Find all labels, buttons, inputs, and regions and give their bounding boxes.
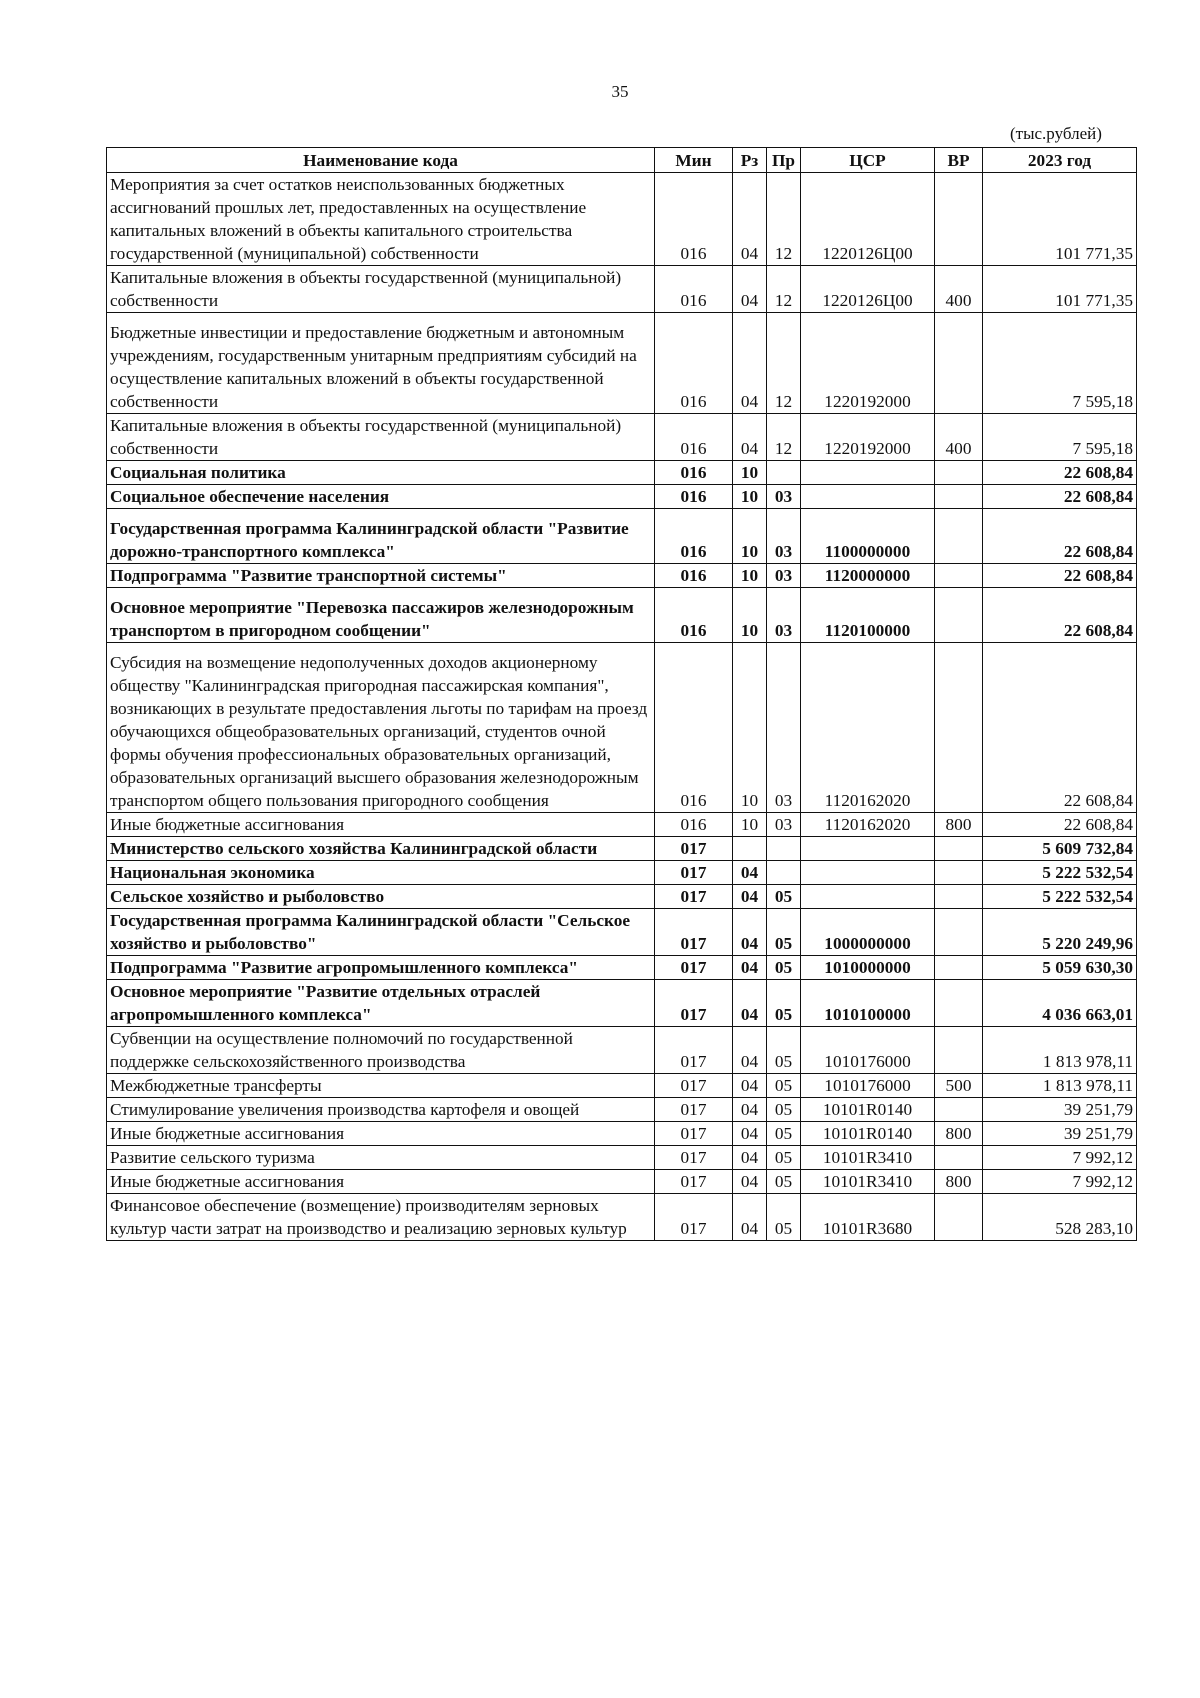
cell-name: Национальная экономика	[107, 861, 655, 885]
table-row	[107, 909, 1137, 956]
cell-csr	[801, 461, 935, 485]
cell-vr: 800	[935, 1122, 983, 1146]
cell-amount: 101 771,35	[983, 173, 1137, 266]
cell-amount: 22 608,84	[983, 564, 1137, 588]
cell-pr: 03	[767, 485, 801, 509]
cell-csr: 1010000000	[801, 956, 935, 980]
cell-vr	[935, 461, 983, 485]
cell-min: 016	[655, 173, 733, 266]
cell-csr: 1010176000	[801, 1074, 935, 1098]
cell-rz: 10	[733, 813, 767, 837]
table-row	[107, 643, 1137, 813]
table-row	[107, 1098, 1137, 1122]
cell-vr	[935, 980, 983, 1027]
cell-pr: 12	[767, 173, 801, 266]
cell-csr: 10101R3680	[801, 1194, 935, 1241]
table-row	[107, 1122, 1137, 1146]
cell-min: 017	[655, 837, 733, 861]
cell-rz: 04	[733, 266, 767, 313]
table-row	[107, 861, 1137, 885]
cell-csr: 1010100000	[801, 980, 935, 1027]
cell-vr	[935, 1027, 983, 1074]
cell-pr: 05	[767, 1170, 801, 1194]
cell-amount: 101 771,35	[983, 266, 1137, 313]
table-row	[107, 509, 1137, 564]
cell-amount: 39 251,79	[983, 1098, 1137, 1122]
cell-amount: 22 608,84	[983, 588, 1137, 643]
page-number: 35	[611, 82, 629, 101]
cell-pr: 03	[767, 564, 801, 588]
cell-amount: 5 059 630,30	[983, 956, 1137, 980]
cell-amount: 7 595,18	[983, 313, 1137, 414]
table-row	[107, 837, 1137, 861]
cell-amount: 1 813 978,11	[983, 1027, 1137, 1074]
cell-pr	[767, 837, 801, 861]
cell-pr: 03	[767, 509, 801, 564]
cell-rz: 10	[733, 461, 767, 485]
cell-min: 017	[655, 1146, 733, 1170]
cell-amount: 22 608,84	[983, 813, 1137, 837]
cell-pr	[767, 861, 801, 885]
cell-rz: 04	[733, 885, 767, 909]
table-row	[107, 1194, 1137, 1241]
cell-name: Иные бюджетные ассигнования	[107, 813, 655, 837]
table-header-row	[107, 148, 1137, 173]
table-body	[107, 173, 1137, 1241]
cell-vr	[935, 885, 983, 909]
cell-rz: 04	[733, 861, 767, 885]
cell-name: Субсидия на возмещение недополученных доходов акционерному обществу "Калининградская пригородная пассажирская компания", возникающих в результате предоставления льготы по тарифам на проезд обучающихся общеобразовательных организаций, студентов очной формы обучения профессиональных образовательных организаций, образовательных организаций высшего образования железнодорожным транспортом общего пользования пригородного сообщения	[107, 643, 655, 813]
cell-name: Бюджетные инвестиции и предоставление бюджетным и автономным учреждениям, государственным унитарным предприятиям субсидий на осуществление капитальных вложений в объекты государственной собственности	[107, 313, 655, 414]
cell-vr	[935, 509, 983, 564]
cell-pr: 05	[767, 909, 801, 956]
cell-rz: 10	[733, 588, 767, 643]
cell-pr: 05	[767, 956, 801, 980]
cell-name: Государственная программа Калининградской области "Сельское хозяйство и рыболовство"	[107, 909, 655, 956]
cell-rz: 04	[733, 909, 767, 956]
cell-name: Капитальные вложения в объекты государственной (муниципальной) собственности	[107, 266, 655, 313]
table-row	[107, 813, 1137, 837]
cell-min: 016	[655, 564, 733, 588]
cell-name: Иные бюджетные ассигнования	[107, 1122, 655, 1146]
cell-pr: 05	[767, 1122, 801, 1146]
cell-rz: 04	[733, 956, 767, 980]
cell-rz: 04	[733, 1170, 767, 1194]
cell-min: 017	[655, 980, 733, 1027]
cell-amount: 5 609 732,84	[983, 837, 1137, 861]
table-row	[107, 1170, 1137, 1194]
cell-csr: 1220126Ц00	[801, 173, 935, 266]
cell-amount: 528 283,10	[983, 1194, 1137, 1241]
cell-vr: 800	[935, 1170, 983, 1194]
cell-name: Подпрограмма "Развитие транспортной системы"	[107, 564, 655, 588]
cell-vr	[935, 956, 983, 980]
cell-csr: 1000000000	[801, 909, 935, 956]
cell-min: 017	[655, 909, 733, 956]
cell-name: Субвенции на осуществление полномочий по государственной поддержке сельскохозяйственного производства	[107, 1027, 655, 1074]
header-min: Мин	[655, 148, 733, 173]
cell-rz: 04	[733, 1074, 767, 1098]
cell-pr: 05	[767, 885, 801, 909]
table-row	[107, 173, 1137, 266]
cell-csr: 1220126Ц00	[801, 266, 935, 313]
cell-pr: 12	[767, 266, 801, 313]
cell-csr: 10101R3410	[801, 1146, 935, 1170]
cell-amount: 22 608,84	[983, 509, 1137, 564]
cell-pr: 05	[767, 1027, 801, 1074]
table-row	[107, 485, 1137, 509]
cell-pr: 05	[767, 1098, 801, 1122]
cell-pr	[767, 461, 801, 485]
cell-rz: 04	[733, 414, 767, 461]
cell-min: 016	[655, 509, 733, 564]
cell-name: Государственная программа Калининградской области "Развитие дорожно-транспортного комплекса"	[107, 509, 655, 564]
cell-pr: 05	[767, 1146, 801, 1170]
cell-vr: 500	[935, 1074, 983, 1098]
cell-csr: 10101R0140	[801, 1098, 935, 1122]
cell-csr: 10101R0140	[801, 1122, 935, 1146]
cell-vr: 400	[935, 414, 983, 461]
cell-csr: 1010176000	[801, 1027, 935, 1074]
cell-rz: 10	[733, 509, 767, 564]
cell-rz: 04	[733, 1122, 767, 1146]
cell-csr: 1100000000	[801, 509, 935, 564]
table-row	[107, 1074, 1137, 1098]
cell-min: 017	[655, 1027, 733, 1074]
cell-csr: 1120100000	[801, 588, 935, 643]
cell-min: 016	[655, 485, 733, 509]
cell-vr	[935, 173, 983, 266]
cell-amount: 5 220 249,96	[983, 909, 1137, 956]
cell-name: Основное мероприятие "Развитие отдельных отраслей агропромышленного комплекса"	[107, 980, 655, 1027]
cell-min: 017	[655, 1122, 733, 1146]
table-row	[107, 980, 1137, 1027]
cell-name: Министерство сельского хозяйства Калининградской области	[107, 837, 655, 861]
header-vr: ВР	[935, 148, 983, 173]
budget-table	[106, 147, 1137, 1241]
cell-csr	[801, 861, 935, 885]
cell-min: 017	[655, 1170, 733, 1194]
table-row	[107, 461, 1137, 485]
table-row	[107, 588, 1137, 643]
cell-rz	[733, 837, 767, 861]
header-pr: Пр	[767, 148, 801, 173]
cell-min: 016	[655, 313, 733, 414]
cell-name: Подпрограмма "Развитие агропромышленного комплекса"	[107, 956, 655, 980]
cell-vr	[935, 313, 983, 414]
cell-rz: 04	[733, 173, 767, 266]
cell-rz: 10	[733, 485, 767, 509]
cell-csr: 1120162020	[801, 813, 935, 837]
cell-amount: 7 595,18	[983, 414, 1137, 461]
cell-amount: 4 036 663,01	[983, 980, 1137, 1027]
cell-pr: 03	[767, 588, 801, 643]
cell-amount: 39 251,79	[983, 1122, 1137, 1146]
header-name: Наименование кода	[107, 148, 655, 173]
cell-min: 016	[655, 414, 733, 461]
table-row	[107, 885, 1137, 909]
cell-csr	[801, 885, 935, 909]
cell-pr: 03	[767, 813, 801, 837]
header-year: 2023 год	[983, 148, 1137, 173]
cell-amount: 1 813 978,11	[983, 1074, 1137, 1098]
cell-vr	[935, 588, 983, 643]
cell-amount: 5 222 532,54	[983, 885, 1137, 909]
cell-min: 016	[655, 643, 733, 813]
cell-rz: 04	[733, 313, 767, 414]
cell-rz: 04	[733, 1146, 767, 1170]
cell-vr	[935, 1194, 983, 1241]
cell-pr: 05	[767, 1074, 801, 1098]
table-row	[107, 266, 1137, 313]
cell-csr: 1220192000	[801, 313, 935, 414]
table-row	[107, 564, 1137, 588]
header-rz: Рз	[733, 148, 767, 173]
table-row	[107, 1146, 1137, 1170]
cell-csr: 1220192000	[801, 414, 935, 461]
cell-name: Мероприятия за счет остатков неиспользованных бюджетных ассигнований прошлых лет, предоставленных на осуществление капитальных вложений в объекты капитального строительства государственной (муниципальной) собственности	[107, 173, 655, 266]
cell-vr	[935, 1098, 983, 1122]
cell-min: 017	[655, 885, 733, 909]
cell-csr: 10101R3410	[801, 1170, 935, 1194]
cell-pr: 12	[767, 313, 801, 414]
cell-csr: 1120162020	[801, 643, 935, 813]
cell-pr: 05	[767, 980, 801, 1027]
cell-name: Финансовое обеспечение (возмещение) производителям зерновых культур части затрат на производство и реализацию зерновых культур	[107, 1194, 655, 1241]
cell-vr	[935, 837, 983, 861]
cell-name: Межбюджетные трансферты	[107, 1074, 655, 1098]
cell-min: 016	[655, 588, 733, 643]
cell-name: Социальная политика	[107, 461, 655, 485]
cell-rz: 04	[733, 1194, 767, 1241]
cell-rz: 04	[733, 1098, 767, 1122]
cell-pr: 03	[767, 643, 801, 813]
cell-name: Иные бюджетные ассигнования	[107, 1170, 655, 1194]
cell-csr	[801, 837, 935, 861]
cell-amount: 7 992,12	[983, 1170, 1137, 1194]
cell-min: 017	[655, 956, 733, 980]
cell-name: Стимулирование увеличения производства картофеля и овощей	[107, 1098, 655, 1122]
cell-pr: 12	[767, 414, 801, 461]
cell-vr	[935, 643, 983, 813]
cell-min: 017	[655, 861, 733, 885]
cell-min: 016	[655, 266, 733, 313]
header-csr: ЦСР	[801, 148, 935, 173]
cell-name: Развитие сельского туризма	[107, 1146, 655, 1170]
cell-name: Социальное обеспечение населения	[107, 485, 655, 509]
cell-csr: 1120000000	[801, 564, 935, 588]
cell-vr: 800	[935, 813, 983, 837]
cell-min: 017	[655, 1098, 733, 1122]
cell-rz: 04	[733, 1027, 767, 1074]
cell-csr	[801, 485, 935, 509]
cell-name: Основное мероприятие "Перевозка пассажиров железнодорожным транспортом в пригородном сообщении"	[107, 588, 655, 643]
cell-vr	[935, 485, 983, 509]
cell-vr	[935, 909, 983, 956]
cell-name: Капитальные вложения в объекты государственной (муниципальной) собственности	[107, 414, 655, 461]
units-label: (тыс.рублей)	[1010, 124, 1102, 143]
cell-rz: 10	[733, 564, 767, 588]
cell-vr	[935, 1146, 983, 1170]
cell-amount: 22 608,84	[983, 485, 1137, 509]
cell-vr: 400	[935, 266, 983, 313]
cell-min: 017	[655, 1194, 733, 1241]
table-row	[107, 1027, 1137, 1074]
table-row	[107, 414, 1137, 461]
cell-pr: 05	[767, 1194, 801, 1241]
cell-min: 016	[655, 461, 733, 485]
cell-amount: 7 992,12	[983, 1146, 1137, 1170]
table-row	[107, 313, 1137, 414]
cell-amount: 22 608,84	[983, 461, 1137, 485]
cell-name: Сельское хозяйство и рыболовство	[107, 885, 655, 909]
cell-min: 016	[655, 813, 733, 837]
cell-amount: 5 222 532,54	[983, 861, 1137, 885]
cell-vr	[935, 564, 983, 588]
cell-min: 017	[655, 1074, 733, 1098]
cell-vr	[935, 861, 983, 885]
cell-rz: 04	[733, 980, 767, 1027]
cell-rz: 10	[733, 643, 767, 813]
table-row	[107, 956, 1137, 980]
cell-amount: 22 608,84	[983, 643, 1137, 813]
